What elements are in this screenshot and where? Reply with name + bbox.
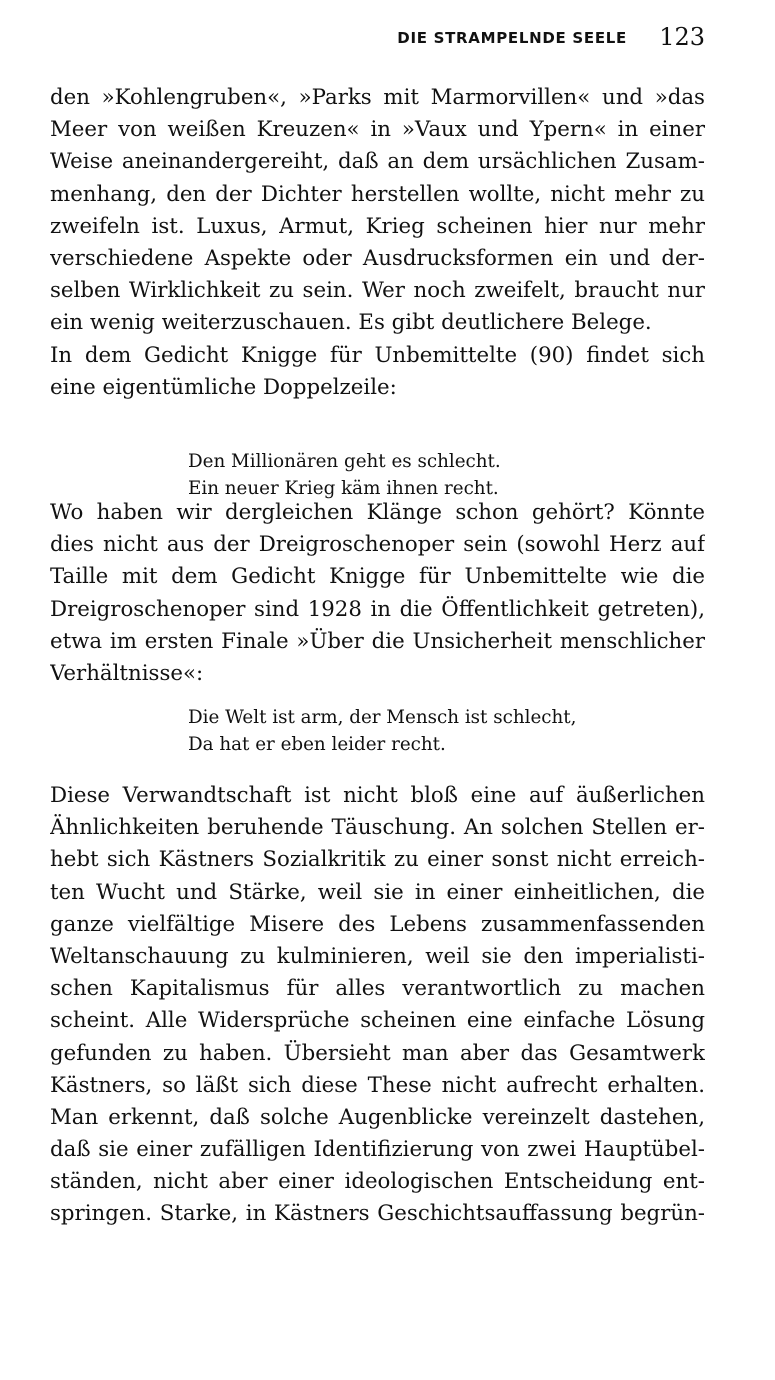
text-line: den »Kohlengruben«, »Parks mit Marmorvillen« und »das	[50, 85, 705, 110]
text-line: Verhältnisse«:	[50, 660, 204, 686]
text-line: eine eigentümliche Doppelzeile:	[50, 374, 397, 400]
paragraph-2	[50, 497, 705, 690]
verse-line: Da hat er eben leider recht.	[188, 734, 446, 755]
text-line: ten Wucht und Stärke, weil sie in einer einheitlichen, die	[50, 879, 705, 905]
text-line: dies nicht aus der Dreigroschenoper sein (sowohl Herz auf	[50, 532, 705, 558]
text-line: Ähnlichkeiten beruhende Täuschung. An solchen Stellen er-	[50, 815, 705, 841]
verse-line: Die Welt ist arm, der Mensch ist schlecht,	[188, 707, 577, 728]
paragraph-1	[50, 82, 705, 404]
text-line: Dreigroschenoper sind 1928 in die Öffentlichkeit getreten),	[50, 596, 705, 622]
text-line: daß sie einer zufälligen Identifizierung von zwei Hauptübel-	[50, 1137, 705, 1163]
text-line: menhang, den der Dichter herstellen wollte, nicht mehr zu	[50, 181, 705, 207]
text-line: Kästners, so läßt sich diese These nicht aufrecht erhalten.	[50, 1072, 705, 1098]
text-line: Weltanschauung zu kulminieren, weil sie den imperialisti-	[50, 943, 705, 969]
text-line: zweifeln ist. Luxus, Armut, Krieg scheinen hier nur mehr	[50, 213, 705, 239]
running-title: DIE STRAMPELNDE SEELE	[397, 29, 627, 47]
text-line: Meer von weißen Kreuzen« in »Vaux und Ypern« in einer	[50, 117, 705, 143]
running-head	[50, 22, 705, 56]
text-line: Taille mit dem Gedicht Knigge für Unbemittelte wie die	[50, 564, 705, 590]
text-line: springen. Starke, in Kästners Geschichtsauffassung begrün-	[50, 1201, 705, 1227]
verse-quote-1	[188, 448, 608, 502]
text-line: etwa im ersten Finale »Über die Unsicherheit menschlicher	[50, 628, 705, 654]
text-line: gefunden zu haben. Übersieht man aber das Gesamtwerk	[50, 1040, 705, 1066]
text-line: In dem Gedicht Knigge für Unbemittelte (90) findet sich	[50, 342, 705, 368]
page-number: 123	[659, 23, 705, 51]
text-line: scheint. Alle Widersprüche scheinen eine einfache Lösung	[50, 1008, 705, 1034]
text-line: hebt sich Kästners Sozialkritik zu einer sonst nicht erreich-	[50, 847, 705, 873]
text-line: Wo haben wir dergleichen Klänge schon gehört? Könnte	[50, 500, 705, 525]
text-line: verschiedene Aspekte oder Ausdrucksformen ein und der-	[50, 245, 705, 271]
text-line: Weise aneinandergereiht, daß an dem ursächlichen Zusam-	[50, 149, 705, 175]
text-line: schen Kapitalismus für alles verantwortlich zu machen	[50, 976, 705, 1002]
text-line: ganze vielfältige Misere des Lebens zusammenfassenden	[50, 911, 705, 937]
verse-line: Ein neuer Krieg käm ihnen recht.	[188, 478, 499, 499]
text-line: Diese Verwandtschaft ist nicht bloß eine auf äußerlichen	[50, 783, 705, 808]
text-line: selben Wirklichkeit zu sein. Wer noch zweifelt, braucht nur	[50, 278, 705, 304]
verse-quote-2	[188, 704, 608, 758]
paragraph-3	[50, 780, 705, 1231]
verse-line: Den Millionären geht es schlecht.	[188, 451, 501, 472]
text-line: ständen, nicht aber einer ideologischen Entscheidung ent-	[50, 1169, 705, 1195]
text-line: ein wenig weiterzuschauen. Es gibt deutlichere Belege.	[50, 310, 652, 336]
text-line: Man erkennt, daß solche Augenblicke vereinzelt dastehen,	[50, 1104, 705, 1130]
